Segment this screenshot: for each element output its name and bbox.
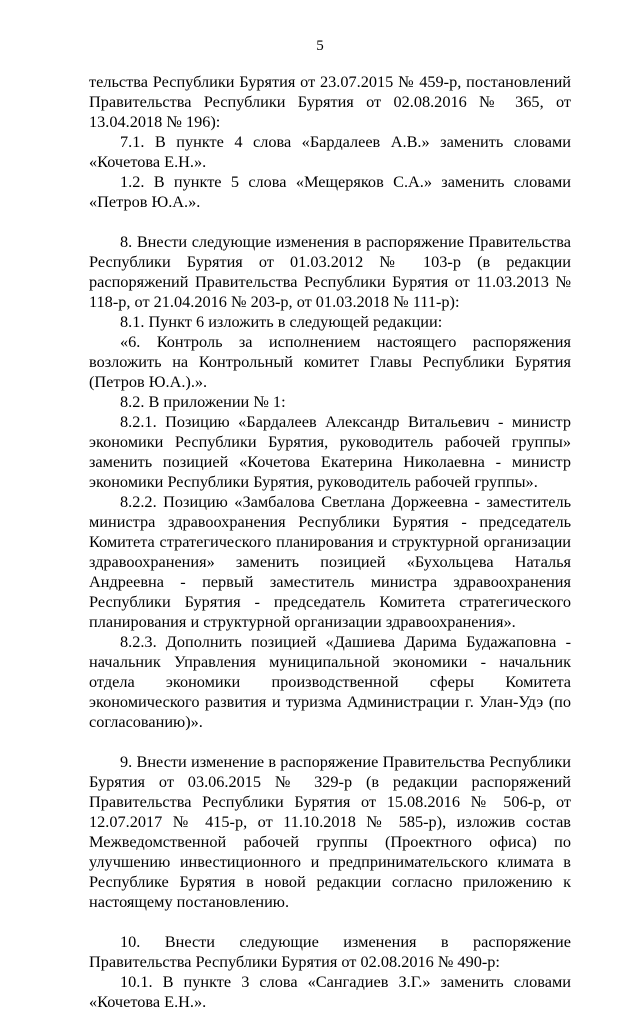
- paragraph-8-2-2: 8.2.2. Позицию «Замбалова Светлана Доржеевна - заместитель министра здравоохранения Республики Бурятия - председатель Комитета стратегического планирования и структурной организации здравоохранения» заменить позицией «Бухольцева Наталья Андреевна - первый заместитель министра здравоохранения Республики Бурятия - председатель Комитета стратегического планирования и структурной организации здравоохранения».: [89, 492, 571, 631]
- paragraph-8-2-1: 8.2.1. Позицию «Бардалеев Александр Витальевич - министр экономики Республики Бурятия, руководитель рабочей группы» заменить позицией «Кочетова Екатерина Николаевна - министр экономики Республики Бурятия, руководитель рабочей группы».: [89, 412, 571, 491]
- page-number: 5: [316, 38, 324, 54]
- paragraph-7-1: 7.1. В пункте 4 слова «Бардалеев А.В.» заменить словами «Кочетова Е.Н.».: [89, 132, 571, 171]
- paragraph-spacer: [89, 912, 571, 932]
- paragraph-8: 8. Внести следующие изменения в распоряжение Правительства Республики Бурятия от 01.03.2012 № 103-р (в редакции распоряжений Правительства Республики Бурятия от 11.03.2013 № 118-р, от 21.04.2016 № 203-р, от 01.03.2018 № 111-р):: [89, 232, 571, 311]
- document-body: [89, 72, 571, 1012]
- paragraph-9: 9. Внести изменение в распоряжение Правительства Республики Бурятия от 03.06.2015 № 329-р (в редакции распоряжений Правительства Республики Бурятия от 15.08.2016 № 506-р, от 12.07.2017 № 415-р, от 11.10.2018 № 585-р), изложив состав Межведомственной рабочей группы (Проектного офиса) по улучшению инвестиционного и предпринимательского климата в Республике Бурятия в новой редакции согласно приложению к настоящему постановлению.: [89, 752, 571, 911]
- paragraph-8-2-3: 8.2.3. Дополнить позицией «Дашиева Дарима Будажаповна - начальник Управления муниципальной экономики - начальник отдела экономики производственной сферы Комитета экономического развития и туризма Администрации г. Улан-Удэ (по согласованию)».: [89, 632, 571, 731]
- paragraph-8-1: 8.1. Пункт 6 изложить в следующей редакции:: [120, 312, 443, 331]
- paragraph-8-2: 8.2. В приложении № 1:: [120, 392, 286, 411]
- paragraph-spacer: [89, 212, 571, 232]
- paragraph-7-2: 1.2. В пункте 5 слова «Мещеряков С.А.» заменить словами «Петров Ю.А.».: [89, 172, 571, 211]
- paragraph-10-1: 10.1. В пункте 3 слова «Сангадиев З.Г.» заменить словами «Кочетова Е.Н.».: [89, 972, 571, 1011]
- paragraph-10: 10. Внести следующие изменения в распоряжение Правительства Республики Бурятия от 02.08.2016 № 490-р:: [89, 932, 571, 971]
- paragraph-8-1-quote: «6. Контроль за исполнением настоящего распоряжения возложить на Контрольный комитет Главы Республики Бурятия (Петров Ю.А.).».: [89, 332, 571, 391]
- paragraph-spacer: [89, 732, 571, 752]
- paragraph-continuation-7: тельства Республики Бурятия от 23.07.2015 № 459-р, постановлений Правительства Республики Бурятия от 02.08.2016 № 365, от 13.04.2018 № 196):: [89, 72, 571, 131]
